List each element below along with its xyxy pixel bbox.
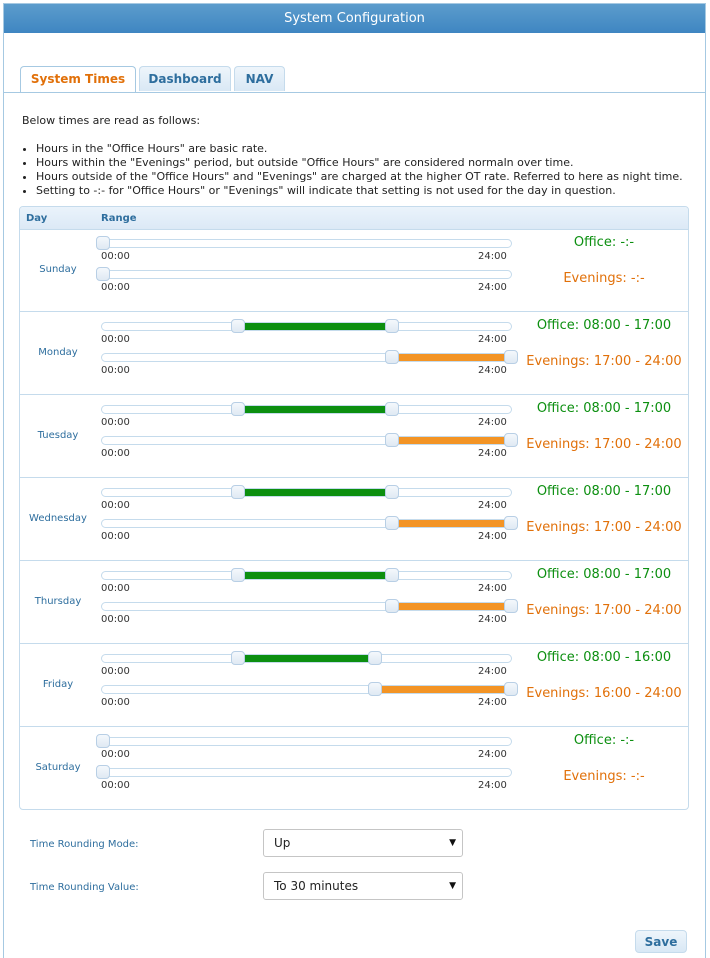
dropdown-arrow-icon: ▼: [449, 838, 456, 848]
header-range: Range: [101, 213, 137, 224]
range-max-label: 24:00: [478, 365, 507, 376]
range-max-label: 24:00: [478, 531, 507, 542]
slider-handle[interactable]: [504, 350, 518, 364]
rule-item: • Hours in the "Office Hours" are basic rate.: [36, 142, 683, 156]
evening-range-slider[interactable]: [101, 685, 512, 694]
office-hours-label: Office: -:-: [573, 733, 635, 748]
day-name: Thursday: [34, 596, 82, 607]
day-name: Saturday: [35, 762, 81, 773]
slider-handle[interactable]: [504, 682, 518, 696]
tab-system-times[interactable]: System Times: [20, 66, 136, 93]
slider-handle[interactable]: [385, 568, 399, 582]
day-name: Tuesday: [37, 430, 79, 441]
day-row: [20, 561, 688, 644]
rule-item: • Setting to -:- for "Office Hours" or "Evenings" will indicate that setting is not used for the day in question.: [36, 184, 683, 198]
office-range-fill: [238, 323, 391, 330]
evening-range-fill: [392, 603, 511, 610]
range-max-label: 24:00: [478, 282, 507, 293]
day-name: Sunday: [39, 264, 77, 275]
range-min-label: 00:00: [101, 365, 130, 376]
range-min-label: 00:00: [101, 749, 130, 760]
office-range-fill: [238, 655, 374, 662]
range-min-label: 00:00: [101, 697, 130, 708]
slider-handle[interactable]: [385, 433, 399, 447]
slider-handle[interactable]: [385, 599, 399, 613]
slider-handle[interactable]: [368, 682, 382, 696]
slider-handle[interactable]: [385, 402, 399, 416]
rules-list: [18, 142, 683, 198]
day-row: [20, 395, 688, 478]
evening-range-slider[interactable]: [101, 270, 512, 279]
slider-handle[interactable]: [231, 319, 245, 333]
office-hours-label: Office: 08:00 - 17:00: [536, 401, 672, 416]
range-min-label: 00:00: [101, 666, 130, 677]
office-range-slider[interactable]: [101, 405, 512, 414]
evening-range-fill: [392, 520, 511, 527]
evening-hours-label: Evenings: 16:00 - 24:00: [526, 686, 682, 701]
range-min-label: 00:00: [101, 500, 130, 511]
rounding-value-select[interactable]: [263, 872, 463, 900]
range-max-label: 24:00: [478, 583, 507, 594]
range-max-label: 24:00: [478, 749, 507, 760]
evening-range-fill: [392, 437, 511, 444]
header-day: Day: [26, 213, 48, 224]
slider-handle[interactable]: [96, 765, 110, 779]
evening-range-slider[interactable]: [101, 436, 512, 445]
office-hours-label: Office: 08:00 - 17:00: [536, 567, 672, 582]
evening-range-slider[interactable]: [101, 768, 512, 777]
range-max-label: 24:00: [478, 334, 507, 345]
office-range-fill: [238, 489, 391, 496]
office-range-slider[interactable]: [101, 571, 512, 580]
evening-range-slider[interactable]: [101, 602, 512, 611]
evening-hours-label: Evenings: -:-: [563, 769, 645, 784]
range-min-label: 00:00: [101, 448, 130, 459]
office-range-slider[interactable]: [101, 654, 512, 663]
range-min-label: 00:00: [101, 583, 130, 594]
evening-range-slider[interactable]: [101, 519, 512, 528]
office-hours-label: Office: 08:00 - 17:00: [536, 318, 672, 333]
office-range-slider[interactable]: [101, 239, 512, 248]
office-range-slider[interactable]: [101, 488, 512, 497]
slider-handle[interactable]: [385, 516, 399, 530]
config-window: [3, 3, 706, 958]
range-max-label: 24:00: [478, 251, 507, 262]
rounding-value-value: To 30 minutes: [274, 879, 359, 893]
intro-text: Below times are read as follows:: [22, 114, 201, 127]
office-hours-label: Office: -:-: [573, 235, 635, 250]
evening-hours-label: Evenings: 17:00 - 24:00: [526, 520, 682, 535]
range-min-label: 00:00: [101, 251, 130, 262]
slider-handle[interactable]: [504, 516, 518, 530]
slider-handle[interactable]: [385, 319, 399, 333]
rounding-mode-value: Up: [274, 836, 291, 850]
range-min-label: 00:00: [101, 417, 130, 428]
slider-handle[interactable]: [96, 236, 110, 250]
times-table: [19, 206, 689, 810]
range-min-label: 00:00: [101, 780, 130, 791]
office-range-slider[interactable]: [101, 737, 512, 746]
range-max-label: 24:00: [478, 697, 507, 708]
slider-handle[interactable]: [504, 433, 518, 447]
slider-handle[interactable]: [368, 651, 382, 665]
rule-item: • Hours outside of the "Office Hours" and "Evenings" are charged at the higher OT rate. Referred to here as night time.: [36, 170, 683, 184]
office-hours-label: Office: 08:00 - 16:00: [536, 650, 672, 665]
slider-handle[interactable]: [385, 350, 399, 364]
tab-dashboard[interactable]: Dashboard: [139, 66, 231, 91]
day-name: Wednesday: [29, 513, 87, 524]
range-min-label: 00:00: [101, 334, 130, 345]
slider-handle[interactable]: [504, 599, 518, 613]
rounding-mode-label: Time Rounding Mode:: [30, 839, 139, 850]
range-max-label: 24:00: [478, 448, 507, 459]
office-hours-label: Office: 08:00 - 17:00: [536, 484, 672, 499]
evening-hours-label: Evenings: -:-: [563, 271, 645, 286]
rounding-value-label: Time Rounding Value:: [30, 882, 139, 893]
day-row: [20, 478, 688, 561]
slider-handle[interactable]: [231, 651, 245, 665]
evening-range-fill: [375, 686, 511, 693]
day-row: [20, 727, 688, 810]
office-range-slider[interactable]: [101, 322, 512, 331]
window-title: System Configuration: [4, 4, 705, 33]
slider-handle[interactable]: [231, 402, 245, 416]
evening-hours-label: Evenings: 17:00 - 24:00: [526, 354, 682, 369]
evening-range-fill: [392, 354, 511, 361]
tab-nav[interactable]: NAV: [234, 66, 285, 91]
slider-handle[interactable]: [385, 485, 399, 499]
table-header: [20, 207, 688, 230]
day-name: Friday: [42, 679, 74, 690]
slider-handle[interactable]: [231, 485, 245, 499]
slider-handle[interactable]: [96, 267, 110, 281]
office-range-fill: [238, 406, 391, 413]
slider-handle[interactable]: [96, 734, 110, 748]
day-row: [20, 644, 688, 727]
range-max-label: 24:00: [478, 666, 507, 677]
rule-item: • Hours within the "Evenings" period, but outside "Office Hours" are considered normaln over time.: [36, 156, 683, 170]
day-name: Monday: [38, 347, 78, 358]
range-max-label: 24:00: [478, 614, 507, 625]
evening-range-slider[interactable]: [101, 353, 512, 362]
slider-handle[interactable]: [231, 568, 245, 582]
dropdown-arrow-icon: ▼: [449, 881, 456, 891]
tab-divider: [4, 92, 705, 93]
evening-hours-label: Evenings: 17:00 - 24:00: [526, 437, 682, 452]
evening-hours-label: Evenings: 17:00 - 24:00: [526, 603, 682, 618]
save-button[interactable]: Save: [635, 930, 687, 953]
rounding-mode-select[interactable]: [263, 829, 463, 857]
range-max-label: 24:00: [478, 417, 507, 428]
range-max-label: 24:00: [478, 780, 507, 791]
range-min-label: 00:00: [101, 614, 130, 625]
day-row: [20, 229, 688, 312]
range-min-label: 00:00: [101, 531, 130, 542]
range-min-label: 00:00: [101, 282, 130, 293]
day-row: [20, 312, 688, 395]
office-range-fill: [238, 572, 391, 579]
range-max-label: 24:00: [478, 500, 507, 511]
